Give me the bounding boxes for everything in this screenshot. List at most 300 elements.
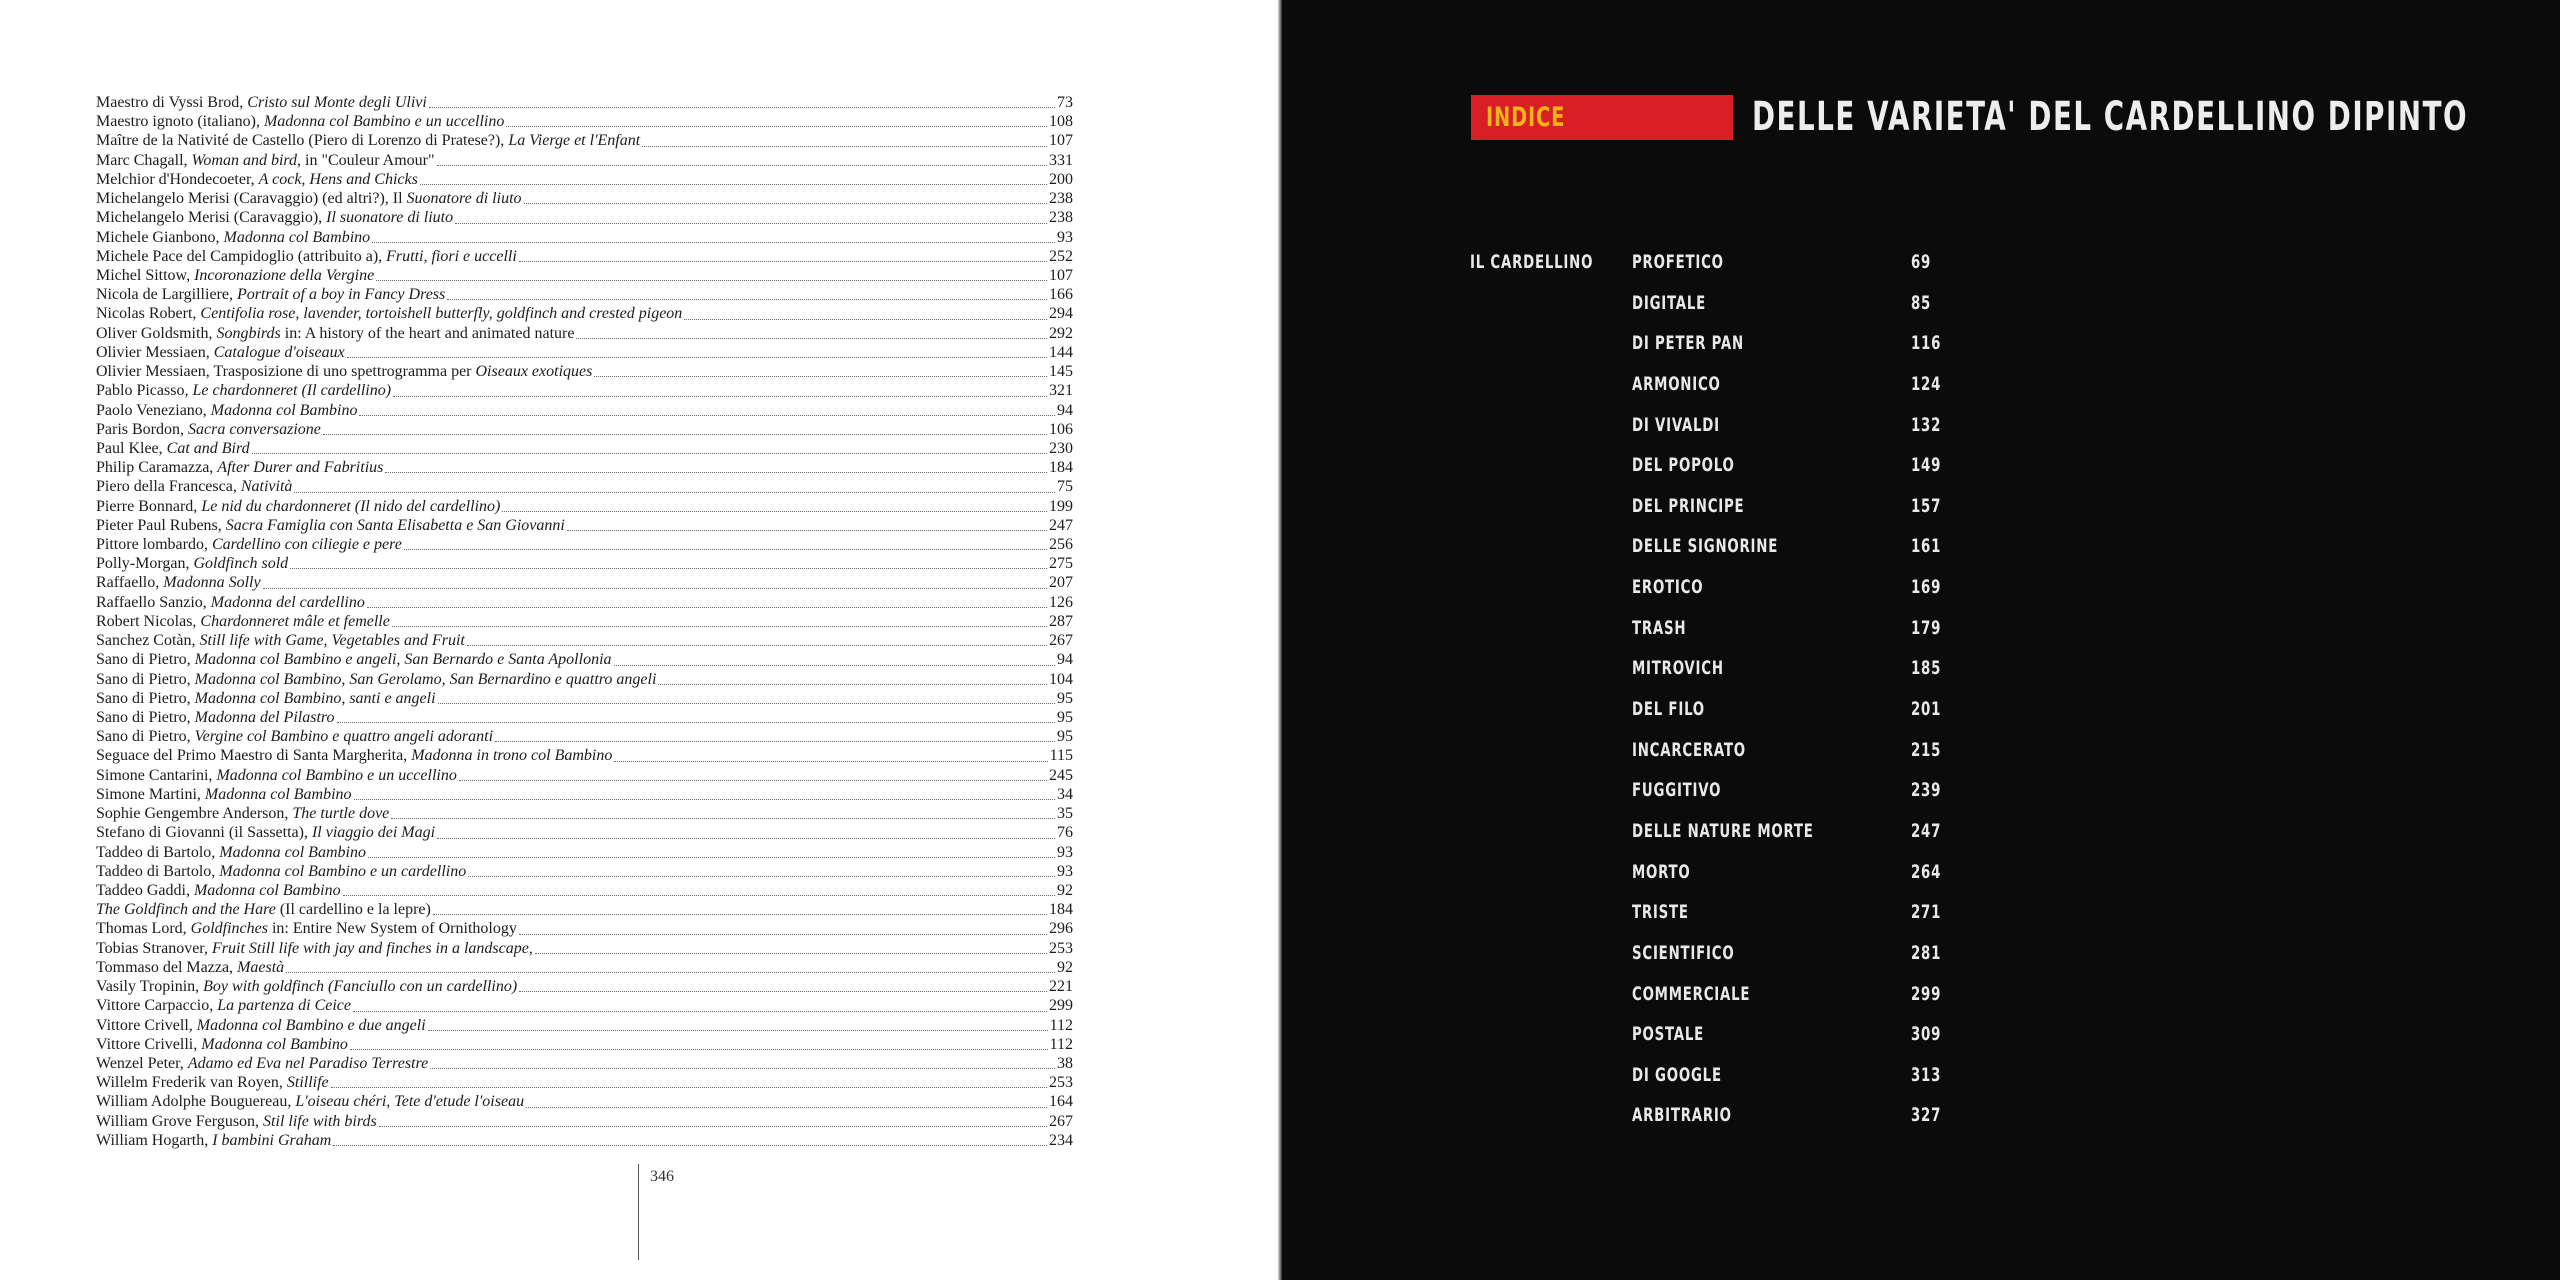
variety-page: 185 [1911, 657, 1942, 680]
dot-leader [391, 818, 1055, 819]
dot-leader [467, 645, 1047, 646]
index-entry-page: 230 [1049, 439, 1073, 457]
index-entry-author: Philip Caramazza, [96, 459, 218, 477]
dot-leader [519, 991, 1047, 992]
index-entry-work: Madonna col Bambino e un cardellino [219, 862, 467, 880]
left-page [0, 0, 1278, 1280]
index-entry-page: 108 [1049, 113, 1073, 131]
index-entry-title [96, 766, 457, 785]
index-entry [96, 324, 1073, 343]
index-entry-page: 253 [1049, 1074, 1073, 1092]
index-entry-page: 234 [1049, 1131, 1073, 1149]
index-entry-author: Vittore Crivelli, [96, 1035, 202, 1053]
variety-item [1632, 291, 2032, 332]
index-entry-author: Sophie Gengembre Anderson, [96, 805, 293, 823]
dot-leader [430, 1068, 1055, 1069]
index-entry-title [96, 112, 504, 131]
index-entry [96, 1131, 1073, 1150]
variety-item [1632, 413, 2032, 454]
index-entry-work: Still life with Game, Vegetables and Fruit [199, 632, 465, 650]
dot-leader [455, 223, 1047, 224]
index-entry-author: Simone Cantarini, [96, 766, 217, 784]
variety-page: 264 [1911, 860, 1942, 883]
index-entry [96, 977, 1073, 996]
index-entry [96, 208, 1073, 227]
index-entry-author: Raffaello Sanzio, [96, 593, 211, 611]
index-entry-author: Michel Sittow, [96, 266, 195, 284]
index-entry-page: 76 [1057, 824, 1073, 842]
artist-index-list [96, 93, 1073, 1150]
index-entry-title [96, 304, 682, 323]
dot-leader [594, 376, 1047, 377]
variety-page: 149 [1911, 454, 1942, 477]
index-entry-author: Maestro di Vyssi Brod, [96, 94, 248, 111]
index-entry [96, 381, 1073, 400]
index-entry [96, 131, 1073, 150]
index-entry-title [96, 573, 261, 592]
dot-leader [333, 1145, 1047, 1146]
variety-item [1632, 941, 2032, 982]
index-entry [96, 631, 1073, 650]
index-entry-title [96, 362, 592, 381]
variety-item [1632, 900, 2032, 941]
index-entry-work: A cock, Hens and Chicks [258, 170, 418, 188]
index-entry-work: Goldfinch sold [193, 555, 289, 573]
dot-leader [294, 492, 1055, 493]
dot-leader [376, 280, 1047, 281]
index-entry [96, 785, 1073, 804]
index-entry-title [96, 285, 445, 304]
index-entry-work: Woman and bird [191, 151, 298, 169]
index-entry-page: 164 [1049, 1093, 1073, 1111]
index-entry-title [96, 458, 383, 477]
index-entry-title [96, 477, 292, 496]
index-entry-author: Maestro ignoto (italiano), [96, 113, 264, 131]
index-entry-page: 93 [1057, 228, 1073, 246]
index-entry-title [96, 401, 357, 420]
page-title: DELLE VARIETA' DEL CARDELLINO DIPINTO [1752, 94, 2469, 140]
index-entry-author: Paul Klee, [96, 439, 167, 457]
variety-item [1632, 331, 2032, 372]
variety-name: EROTICO [1632, 576, 1704, 599]
variety-page: 161 [1911, 535, 1942, 558]
index-entry [96, 151, 1073, 170]
index-entry-author: William Adolphe Bouguereau, [96, 1093, 296, 1111]
index-entry-page: 106 [1049, 420, 1073, 438]
index-entry-page: 104 [1049, 670, 1073, 688]
index-entry-author: William Grove Ferguson, [96, 1112, 264, 1130]
index-entry-author: William Hogarth, [96, 1131, 213, 1149]
index-entry-author: Marc Chagall, [96, 151, 192, 169]
dot-leader [429, 107, 1055, 108]
index-entry-title [96, 804, 389, 823]
index-entry-title [96, 208, 453, 227]
index-entry-author: Seguace del Primo Maestro di Santa Margherita, [96, 747, 412, 765]
dot-leader [519, 261, 1047, 262]
index-entry-page: 126 [1049, 593, 1073, 611]
index-entry-page: 35 [1057, 805, 1073, 823]
index-entry-work: Goldfinches [190, 920, 268, 938]
variety-page: 313 [1911, 1063, 1942, 1086]
index-entry-note: (Il cardellino e la lepre) [275, 901, 431, 919]
index-entry-author: Pittore lombardo, [96, 536, 212, 554]
variety-item [1632, 616, 2032, 657]
dot-leader [447, 299, 1047, 300]
index-entry-work: La Vierge et l'Enfant [508, 132, 641, 150]
index-entry-author: Sano di Pietro, [96, 728, 195, 746]
index-entry-work: Fruit Still life with jay and finches in a landscape, [212, 939, 533, 957]
index-entry [96, 650, 1073, 669]
index-entry [96, 189, 1073, 208]
index-entry-work: Adamo ed Eva nel Paradiso Terrestre [187, 1054, 429, 1072]
index-entry-author: Sano di Pietro, [96, 709, 195, 726]
index-entry [96, 939, 1073, 958]
index-entry-page: 112 [1049, 1016, 1073, 1034]
index-entry [96, 804, 1073, 823]
index-entry-title [96, 823, 435, 842]
index-entry-author: Michelangelo Merisi (Caravaggio), [96, 209, 327, 227]
index-entry-work: Il viaggio dei Magi [311, 824, 436, 842]
index-entry [96, 996, 1073, 1015]
index-entry [96, 823, 1073, 842]
variety-page: 281 [1911, 941, 1942, 964]
index-entry [96, 670, 1073, 689]
variety-name: POSTALE [1632, 1023, 1705, 1046]
page-number: 346 [650, 1168, 674, 1185]
dot-leader [337, 722, 1055, 723]
index-entry-author: Taddeo di Bartolo, [96, 843, 220, 861]
index-entry-page: 296 [1049, 920, 1073, 938]
index-entry-work: Madonna in trono col Bambino [411, 747, 613, 765]
dot-leader [459, 780, 1047, 781]
index-entry [96, 497, 1073, 516]
index-entry-work: Madonna col Bambino [201, 1035, 348, 1053]
index-entry-author: Oliver Goldsmith, [96, 324, 217, 342]
variety-item [1632, 453, 2032, 494]
index-entry-author: Michele Pace del Campidoglio (attribuito a), [96, 247, 387, 265]
index-entry-page: 252 [1049, 247, 1073, 265]
index-entry-author: Taddeo Gaddi, [96, 881, 194, 899]
index-entry [96, 516, 1073, 535]
dot-leader [286, 972, 1055, 973]
index-entry [96, 439, 1073, 458]
index-entry-page: 112 [1049, 1035, 1073, 1053]
index-entry-title [96, 785, 352, 804]
index-entry-author: Melchior d'Hondecoeter, [96, 170, 259, 188]
index-entry-page: 38 [1057, 1054, 1073, 1072]
index-entry-page: 166 [1049, 286, 1073, 304]
dot-leader [392, 626, 1047, 627]
dot-leader [614, 665, 1055, 666]
dot-leader [252, 453, 1047, 454]
variety-page: 247 [1911, 819, 1942, 842]
dot-leader [343, 895, 1055, 896]
index-entry-author: Olivier Messiaen, [96, 343, 214, 361]
index-entry-page: 184 [1049, 901, 1073, 919]
dot-leader [420, 184, 1047, 185]
index-entry [96, 862, 1073, 881]
variety-item [1632, 372, 2032, 413]
index-entry-title [96, 689, 436, 708]
dot-leader [576, 338, 1047, 339]
variety-item [1632, 575, 2032, 616]
index-entry-note: in: Entire New System of Ornithology [267, 920, 517, 938]
variety-item [1632, 1063, 2032, 1104]
index-entry [96, 1092, 1073, 1111]
indice-label: INDICE [1486, 102, 1566, 133]
index-entry-work: Madonna col Bambino [204, 785, 352, 803]
index-entry [96, 554, 1073, 573]
index-entry-page: 199 [1049, 497, 1073, 515]
index-entry-page: 107 [1049, 266, 1073, 284]
variety-name: TRASH [1632, 616, 1687, 639]
dot-leader [359, 415, 1055, 416]
index-entry-title [96, 670, 656, 689]
dot-leader [368, 857, 1055, 858]
index-entry-title [96, 1131, 331, 1150]
index-entry-author: Paris Bordon, [96, 420, 188, 438]
variety-page: 169 [1911, 576, 1942, 599]
index-entry [96, 593, 1073, 612]
variety-name: DELLE NATURE MORTE [1632, 819, 1814, 842]
index-entry-page: 93 [1057, 843, 1073, 861]
index-entry-note: in: A history of the heart and animated nature [280, 324, 575, 342]
index-entry-author: Thomas Lord, [96, 920, 191, 938]
index-entry-work: Madonna col Bambino [210, 401, 358, 419]
variety-page: 69 [1911, 251, 1932, 273]
index-entry-work: Boy with goldfinch (Fanciullo con un cardellino) [203, 978, 518, 996]
index-entry-title [96, 881, 341, 900]
index-entry-title [96, 1112, 377, 1131]
variety-name: PROFETICO [1632, 251, 1724, 273]
index-entry-page: 256 [1049, 536, 1073, 554]
variety-page: 239 [1911, 779, 1942, 802]
index-entry-title [96, 228, 370, 247]
dot-leader [502, 511, 1047, 512]
varieties-list [1632, 250, 2032, 1144]
dot-leader [367, 607, 1047, 608]
index-entry-page: 238 [1049, 190, 1073, 208]
index-entry [96, 900, 1073, 919]
variety-name: MITROVICH [1632, 657, 1724, 680]
index-entry [96, 247, 1073, 266]
index-entry-page: 267 [1049, 632, 1073, 650]
index-entry-page: 94 [1057, 401, 1073, 419]
index-entry-page: 207 [1049, 574, 1073, 592]
index-entry-work: Il suonatore di liuto [326, 209, 454, 227]
index-entry [96, 708, 1073, 727]
index-entry-work: Oiseaux exotiques [475, 363, 593, 381]
variety-name: INCARCERATO [1632, 738, 1746, 761]
index-entry [96, 420, 1073, 439]
index-entry-work: Stil life with birds [263, 1112, 377, 1130]
index-entry-title [96, 1016, 426, 1035]
dot-leader [506, 126, 1047, 127]
index-entry-author: Pablo Picasso, [96, 382, 193, 400]
index-entry-work: I bambini Graham [212, 1131, 332, 1149]
index-entry-page: 184 [1049, 459, 1073, 477]
variety-item [1632, 1022, 2032, 1063]
variety-name: TRISTE [1632, 901, 1689, 924]
variety-name: MORTO [1632, 860, 1691, 883]
variety-item [1632, 982, 2032, 1023]
variety-page: 201 [1911, 698, 1942, 721]
index-entry-page: 299 [1049, 997, 1073, 1015]
index-entry-work: Le nid du chardonneret (Il nido del cardellino) [201, 497, 501, 515]
index-entry-page: 34 [1057, 785, 1073, 803]
index-entry-author: Sano di Pietro, [96, 651, 195, 669]
index-entry [96, 1054, 1073, 1073]
variety-item [1632, 250, 2032, 291]
index-entry-page: 331 [1049, 151, 1073, 169]
index-entry-work: Cat and Bird [166, 439, 250, 457]
index-entry-work: Madonna col Bambino [193, 881, 341, 899]
index-entry [96, 362, 1073, 381]
index-entry-page: 238 [1049, 209, 1073, 227]
index-entry [96, 266, 1073, 285]
variety-item [1632, 738, 2032, 779]
index-entry-author: Taddeo di Bartolo, [96, 862, 220, 880]
index-entry [96, 535, 1073, 554]
variety-item [1632, 778, 2032, 819]
index-entry-page: 92 [1057, 881, 1073, 899]
index-entry-work: Madonna col Bambino [219, 843, 366, 861]
index-entry-work: Madonna col Bambino e due angeli [196, 1016, 426, 1034]
dot-leader [437, 838, 1055, 839]
index-entry-page: 294 [1049, 305, 1073, 323]
index-entry-author: Olivier Messiaen, Trasposizione di uno spettrogramma per [96, 363, 476, 381]
index-entry [96, 1112, 1073, 1131]
index-entry-title [96, 381, 391, 400]
index-entry-title [96, 535, 402, 554]
dot-leader [495, 741, 1055, 742]
index-entry-page: 95 [1057, 709, 1073, 726]
index-entry-page: 107 [1049, 132, 1073, 150]
index-entry-author: Robert Nicolas, [96, 612, 201, 630]
index-entry [96, 573, 1073, 592]
index-entry [96, 285, 1073, 304]
index-entry-work: Chardonneret mâle et femelle [200, 612, 390, 630]
index-entry-author: Michele Gianbono, [96, 228, 224, 246]
index-entry [96, 1016, 1073, 1035]
index-entry-title [96, 919, 517, 938]
index-entry-author: Sanchez Cotàn, [96, 632, 200, 650]
index-entry-title [96, 650, 612, 669]
index-entry-title [96, 843, 366, 862]
variety-page: 327 [1911, 1104, 1942, 1127]
index-entry-title [96, 727, 493, 746]
index-entry-work: Stillife [286, 1074, 329, 1092]
index-entry-page: 200 [1049, 170, 1073, 188]
index-entry-author: Vasily Tropinin, [96, 978, 204, 996]
dot-leader [393, 396, 1047, 397]
variety-name: DI PETER PAN [1632, 332, 1744, 355]
variety-name: DI VIVALDI [1632, 413, 1720, 436]
index-entry-work: Maestà [237, 958, 285, 976]
index-entry-author: Sano di Pietro, [96, 670, 195, 688]
dot-leader [535, 953, 1047, 954]
variety-page: 299 [1911, 982, 1942, 1005]
index-entry-work: Madonna col Bambino, San Gerolamo, San Bernardino e quattro angeli [194, 670, 657, 688]
index-entry-work: Incoronazione della Vergine [194, 266, 375, 284]
index-entry-title [96, 958, 284, 977]
index-entry-work: Vergine col Bambino e quattro angeli adoranti [194, 728, 494, 746]
dot-leader [438, 703, 1055, 704]
index-entry-author: Maître de la Nativité de Castello (Piero di Lorenzo di Pratese?), [96, 132, 509, 150]
variety-name: DELLE SIGNORINE [1632, 535, 1779, 558]
dot-leader [323, 434, 1047, 435]
index-entry-title [96, 170, 418, 189]
index-entry-work: Centifolia rose, lavender, tortoishell butterfly, goldfinch and crested pigeon [200, 305, 683, 323]
dot-leader [519, 934, 1047, 935]
index-entry-work: Madonna del cardellino [210, 593, 365, 611]
index-entry-title [96, 746, 612, 765]
dot-leader [658, 684, 1047, 685]
index-entry [96, 458, 1073, 477]
index-entry-title [96, 131, 640, 150]
index-entry-author: Willelm Frederik van Royen, [96, 1074, 287, 1092]
index-entry-author: Vittore Carpaccio, [96, 997, 218, 1015]
index-entry [96, 228, 1073, 247]
index-entry [96, 304, 1073, 323]
dot-leader [350, 1049, 1048, 1050]
variety-item [1632, 1103, 2032, 1144]
variety-item [1632, 494, 2032, 535]
dot-leader [290, 568, 1047, 569]
index-entry-author: Vittore Crivell, [96, 1016, 197, 1034]
variety-item [1632, 534, 2032, 575]
variety-page: 309 [1911, 1023, 1942, 1046]
index-entry-page: 245 [1049, 766, 1073, 784]
index-entry-page: 93 [1057, 862, 1073, 880]
index-entry-author: Wenzel Peter, [96, 1054, 188, 1072]
index-entry-title [96, 977, 517, 996]
index-entry-work: L'oiseau chéri, Tete d'etude l'oiseau [295, 1093, 525, 1111]
dot-leader [433, 914, 1047, 915]
index-entry-work: Sacra conversazione [188, 420, 321, 438]
variety-name: FUGGITIVO [1632, 779, 1722, 802]
index-entry [96, 727, 1073, 746]
index-entry-author: Stefano di Giovanni (il Sassetta), [96, 824, 312, 842]
dot-leader [353, 1011, 1047, 1012]
variety-page: 85 [1911, 291, 1932, 314]
index-entry-page: 92 [1057, 958, 1073, 976]
dot-leader [379, 1126, 1047, 1127]
index-entry-work: Sacra Famiglia con Santa Elisabetta e San Giovanni [225, 516, 565, 534]
index-entry-author: Paolo Veneziano, [96, 401, 211, 419]
index-entry-title [96, 593, 365, 612]
index-entry-work: Madonna col Bambino e angeli, San Bernardo e Santa Apollonia [194, 651, 612, 669]
index-entry-page: 115 [1049, 747, 1073, 765]
dot-leader [428, 1030, 1048, 1031]
index-entry-title [96, 708, 335, 727]
index-entry [96, 919, 1073, 938]
index-entry-work: Frutti, fiori e uccelli [386, 247, 517, 265]
index-entry-work: Madonna col Bambino, santi e angeli [194, 689, 436, 707]
index-entry-title [96, 343, 345, 362]
index-entry-title [96, 151, 435, 170]
variety-page: 271 [1911, 901, 1942, 924]
index-entry-work: After Durer and Fabritius [217, 459, 384, 477]
dot-leader [372, 242, 1055, 243]
index-entry-page: 221 [1049, 978, 1073, 996]
variety-name: ARMONICO [1632, 372, 1721, 395]
dot-leader [567, 530, 1047, 531]
subject-label: IL CARDELLINO [1470, 251, 1594, 273]
index-entry-author: Raffaello, [96, 574, 164, 592]
index-entry-title [96, 1073, 329, 1092]
index-entry [96, 170, 1073, 189]
